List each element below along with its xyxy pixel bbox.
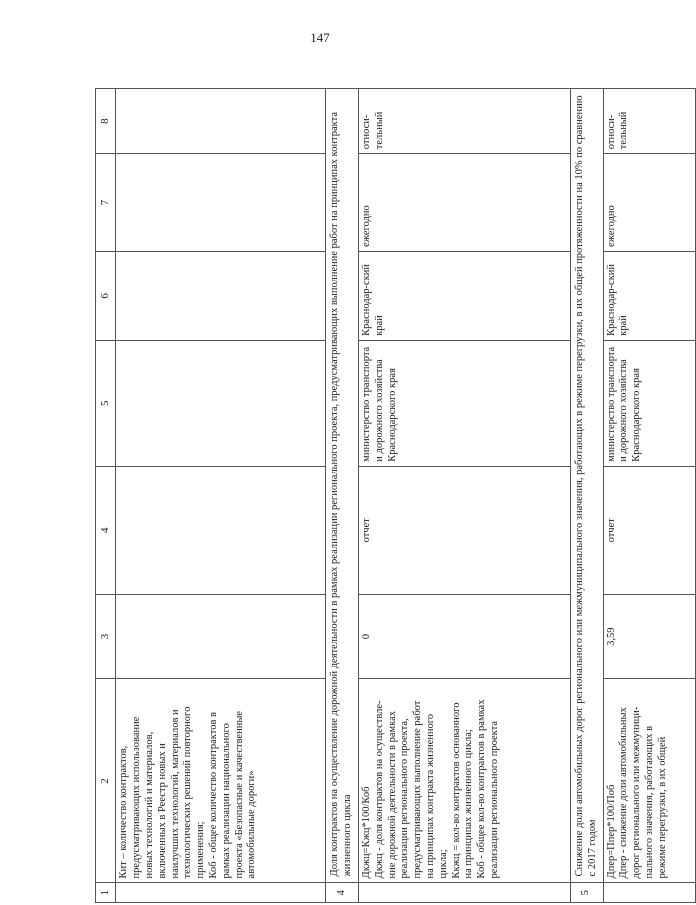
- column-header-7: 7: [96, 154, 116, 252]
- indicator-description-cell: [116, 679, 326, 883]
- description-line: наилучших технологий, материалов и: [169, 709, 181, 879]
- description-line: новых технологий и материалов,: [144, 731, 155, 879]
- description-line: рамках реализации национального: [220, 723, 232, 879]
- section-row-5: [571, 89, 604, 903]
- description-line: цикла;: [437, 849, 449, 879]
- source-cell: отчет: [603, 466, 695, 594]
- column-header-4: 4: [96, 466, 116, 594]
- description-line: дорог регионального или межмуници-: [631, 706, 643, 879]
- description-line: ние дорожной деятельности в рамках: [386, 711, 398, 879]
- description-line: применения;: [195, 821, 207, 879]
- unit-cell: относи-тельный: [603, 89, 695, 154]
- source-cell: отчет: [359, 466, 571, 594]
- formula: Дкжц=Кжц*100/Коб: [361, 786, 372, 879]
- section-title: Снижение доли автомобильных дорог регионального или межмуниципального значения, работающих в режиме перегрузки, в их общей протяженности на 10% по сравнению с 2017 годом: [571, 89, 604, 883]
- description-line: предусматривающих выполнение работ: [412, 700, 424, 879]
- indicator-description-cell: [359, 679, 571, 883]
- indicator-description-cell: [603, 679, 695, 883]
- section-number: 5: [571, 883, 604, 903]
- description-line: включенных в Реестр новых и: [156, 743, 168, 879]
- description-line: Кит – количество контрактов,: [118, 745, 130, 879]
- column-header-6: 6: [96, 251, 116, 340]
- table-row-continuation: [116, 89, 326, 903]
- column-header-5: 5: [96, 340, 116, 466]
- description-line: реализации регионального проекта,: [399, 718, 411, 879]
- frequency-cell: ежегодно: [603, 154, 695, 252]
- indicator-table: [95, 88, 696, 903]
- description-line: на принципах контракта жизненного: [424, 713, 436, 879]
- responsible-cell: министерство транспорта и дорожного хозяйства Краснодарского края: [603, 340, 695, 466]
- description-line: на принципах жизненного цикла;: [463, 729, 475, 879]
- row-number-cell: [603, 883, 695, 903]
- description-line: реализации регионального проекта: [488, 721, 500, 879]
- frequency-cell: ежегодно: [359, 154, 571, 252]
- description-line: технологических решений повторного: [182, 706, 194, 879]
- rotated-table-wrapper: [95, 88, 668, 903]
- column-header-3: 3: [96, 594, 116, 679]
- column-header-2: 2: [96, 679, 116, 883]
- column-header-8: 8: [96, 89, 116, 154]
- description-line: предусматривающих использование: [131, 716, 143, 879]
- description-line: Коб - общее количество контрактов в: [207, 712, 219, 879]
- frequency-cell: [116, 154, 326, 252]
- description-line: пального значения, работающих в: [643, 725, 655, 879]
- description-line: Коб - общее кол-во контрактов в рамках: [476, 699, 488, 879]
- base-value-cell: 0: [359, 594, 571, 679]
- section-title: Доля контрактов на осуществление дорожной деятельности в рамках реализации регионального проекта, предусматривающих выполнение работ на принципах контракта жизненного цикла: [326, 89, 359, 883]
- header-row: [96, 89, 116, 903]
- table-row-5: [603, 89, 695, 903]
- row-number-cell: [116, 883, 326, 903]
- row-number-cell: [359, 883, 571, 903]
- table-row-4: [359, 89, 571, 903]
- territory-cell: Краснодар-ский край: [359, 251, 571, 340]
- section-number: 4: [326, 883, 359, 903]
- territory-cell: [116, 251, 326, 340]
- source-cell: [116, 466, 326, 594]
- responsible-cell: [116, 340, 326, 466]
- unit-cell: [116, 89, 326, 154]
- description-line: проекта «Безопасные и качественные: [233, 710, 245, 879]
- column-header-1: 1: [96, 883, 116, 903]
- formula: Дпер=Ппер*100/Поб: [605, 784, 617, 879]
- page-number: 147: [310, 30, 330, 45]
- description-line: Дпер - снижение доли автомобильных: [618, 707, 630, 879]
- table-frame: [95, 88, 668, 903]
- section-row-4: [326, 89, 359, 903]
- description-line: Ккжц = кол-во контрактов основанного: [450, 702, 462, 879]
- description-line: автомобильные дороги»: [246, 770, 258, 879]
- base-value-cell: [116, 594, 326, 679]
- responsible-cell: министерство транспорта и дорожного хозяйства Краснодарского края: [359, 340, 571, 466]
- territory-cell: Краснодар-ский край: [603, 251, 695, 340]
- description-line: Дкжц - доля контрактов на осуществле-: [373, 700, 385, 879]
- base-value-cell: 3,59: [603, 594, 695, 679]
- unit-cell: относи-тельный: [359, 89, 571, 154]
- description-line: режиме перегрузки, в их общей: [656, 736, 668, 879]
